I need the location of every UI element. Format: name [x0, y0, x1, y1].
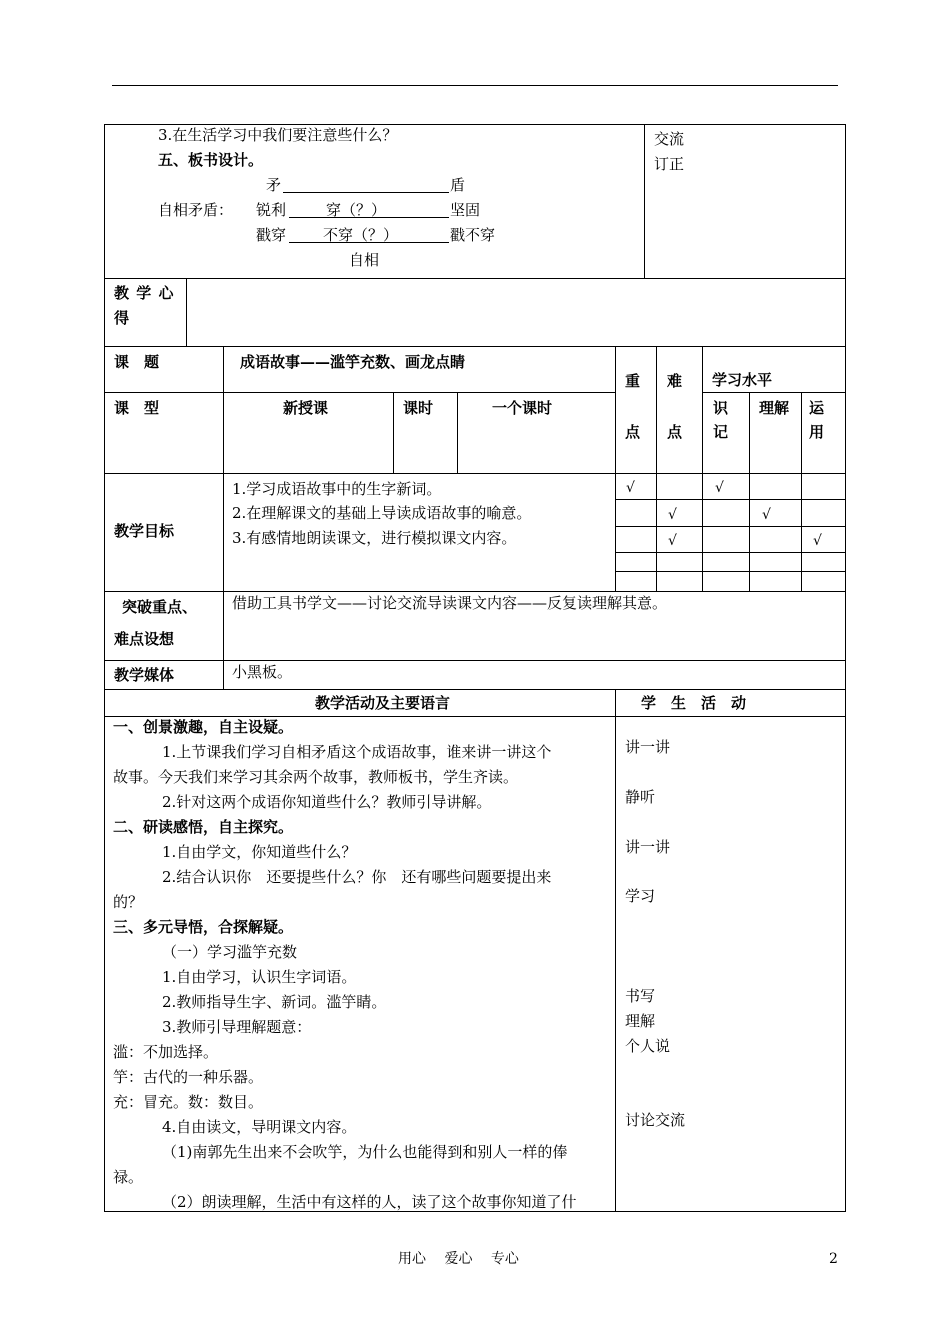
board-row2-right: 戳不穿 [450, 226, 496, 244]
board-underline [289, 242, 449, 243]
student-activity: 讲一讲 [625, 738, 671, 756]
breakthrough-content: 借助工具书学文——讨论交流导读课文内容——反复读理解其意。 [232, 594, 668, 612]
check-mark: √ [626, 480, 635, 496]
row-line [104, 660, 845, 661]
col-line [644, 124, 645, 278]
board-row1-left: 锐利 [256, 201, 287, 219]
board-row1-mid: 穿（？） [326, 201, 387, 219]
col-line [702, 346, 703, 591]
header-rule [112, 85, 838, 86]
student-activity: 讲一讲 [625, 838, 671, 856]
board-design-heading: 五、板书设计。 [158, 151, 264, 169]
right-col-correct: 订正 [654, 155, 685, 173]
row-line [615, 499, 845, 500]
student-activities-header: 学 生 活 动 [641, 694, 747, 712]
activity-line: 3.教师引导理解题意： [162, 1018, 312, 1036]
topic-value: 成语故事——滥竽充数、画龙点睛 [240, 353, 466, 371]
row-line [104, 346, 845, 347]
student-activity: 学习 [625, 887, 656, 905]
board-mao: 矛 [266, 176, 282, 194]
board-row2-mid: 不穿（？） [323, 226, 399, 244]
activity-line: 禄。 [113, 1168, 144, 1186]
board-bottom: 自相 [349, 251, 380, 269]
level-understand: 理解 [759, 399, 790, 417]
activity-line: 故事。今天我们来学习其余两个故事，教师板书，学生齐读。 [113, 768, 519, 786]
media-content: 小黑板。 [232, 663, 293, 681]
level-apply-1: 运 [809, 399, 825, 417]
row-line [104, 392, 615, 393]
board-dun: 盾 [450, 176, 466, 194]
reflection-label-line1: 教 学 心 [114, 284, 175, 302]
row-line [104, 591, 845, 592]
col-line [801, 392, 802, 591]
activities-header: 教学活动及主要语言 [315, 694, 451, 712]
activity-line: （一）学习滥竽充数 [162, 943, 298, 961]
col-line [749, 392, 750, 591]
breakthrough-label-1: 突破重点、 [122, 598, 198, 616]
topic-label: 课 题 [114, 353, 160, 371]
student-activity: 个人说 [625, 1037, 671, 1055]
col-line [615, 346, 616, 591]
row-line [702, 392, 845, 393]
table-right-border [845, 124, 846, 1212]
level-label: 学习水平 [712, 371, 773, 389]
board-label: 自相矛盾： [158, 201, 234, 219]
page-number: 2 [829, 1251, 838, 1267]
check-mark: √ [668, 533, 677, 549]
period-label: 课时 [403, 399, 434, 417]
activity-line: 1.自由学习，认识生字词语。 [162, 968, 357, 986]
activity-line: 4.自由读文，导明课文内容。 [162, 1118, 357, 1136]
student-activity: 书写 [625, 987, 656, 1005]
check-mark: √ [813, 533, 822, 549]
col-line [186, 278, 187, 346]
activity-line: 滥：不加选择。 [113, 1043, 219, 1061]
board-row2-left: 戳穿 [256, 226, 287, 244]
reflection-label-line2: 得 [114, 309, 130, 327]
board-row1-right: 坚固 [450, 201, 481, 219]
footer-motto: 用心 爱心 专心 [398, 1251, 519, 1267]
check-mark: √ [668, 507, 677, 523]
right-col-exchange: 交流 [654, 130, 685, 148]
objective-1: 1.学习成语故事中的生字新词。 [232, 480, 442, 498]
difficulty-label-1: 难 [667, 372, 683, 390]
student-activity: 讨论交流 [625, 1111, 686, 1129]
key-point-label-2: 点 [625, 423, 641, 441]
key-point-label-1: 重 [625, 372, 641, 390]
check-mark: √ [762, 507, 771, 523]
objective-2: 2.在理解课文的基础上导读成语故事的喻意。 [232, 504, 532, 522]
row-line [104, 689, 845, 690]
col-line [656, 346, 657, 591]
table-left-border [104, 124, 105, 1212]
col-line [457, 392, 458, 473]
activity-line: （2）朗读理解，生活中有这样的人，读了这个故事你知道了什 [162, 1193, 577, 1211]
student-activity: 理解 [625, 1012, 656, 1030]
period-value: 一个课时 [492, 399, 553, 417]
student-activity: 静听 [625, 788, 656, 806]
board-underline [289, 217, 449, 218]
activity-line: 2.教师指导生字、新词。滥竽睛。 [162, 993, 387, 1011]
type-label: 课 型 [114, 399, 160, 417]
activity-line: 一、创景激趣，自主设疑。 [113, 718, 294, 736]
activity-line: 充：冒充。数：数目。 [113, 1093, 264, 1111]
type-value: 新授课 [283, 399, 329, 417]
question-3: 3.在生活学习中我们要注意些什么？ [158, 126, 398, 144]
col-line [615, 689, 616, 1211]
row-line [104, 278, 845, 279]
activity-line: 1.上节课我们学习自相矛盾这个成语故事，谁来讲一讲这个 [162, 743, 552, 761]
level-apply-2: 用 [809, 423, 825, 441]
media-label: 教学媒体 [114, 666, 175, 684]
activity-line: 二、研读感悟，自主探究。 [113, 818, 294, 836]
activity-line: （1)南郭先生出来不会吹竽，为什么也能得到和别人一样的俸 [162, 1143, 568, 1161]
row-line [615, 552, 845, 553]
activity-line: 1.自由学文，你知道些什么？ [162, 843, 357, 861]
objectives-label: 教学目标 [114, 522, 175, 540]
col-line [393, 392, 394, 473]
activity-line: 2.针对这两个成语你知道些什么？教师引导讲解。 [162, 793, 492, 811]
col-line [223, 346, 224, 689]
activity-line: 三、多元导悟，合探解疑。 [113, 918, 294, 936]
level-memorize-1: 识 [713, 399, 729, 417]
objective-3: 3.有感情地朗读课文，进行模拟课文内容。 [232, 529, 517, 547]
row-line [104, 473, 845, 474]
activity-line: 的？ [113, 893, 144, 911]
level-memorize-2: 记 [713, 423, 729, 441]
activity-line: 2.结合认识你 还要提些什么？你 还有哪些问题要提出来 [162, 868, 552, 886]
breakthrough-label-2: 难点设想 [114, 630, 175, 648]
difficulty-label-2: 点 [667, 423, 683, 441]
row-line [615, 526, 845, 527]
board-underline [283, 192, 449, 193]
check-mark: √ [715, 480, 724, 496]
activity-line: 竽：古代的一种乐器。 [113, 1068, 264, 1086]
row-line [615, 571, 845, 572]
